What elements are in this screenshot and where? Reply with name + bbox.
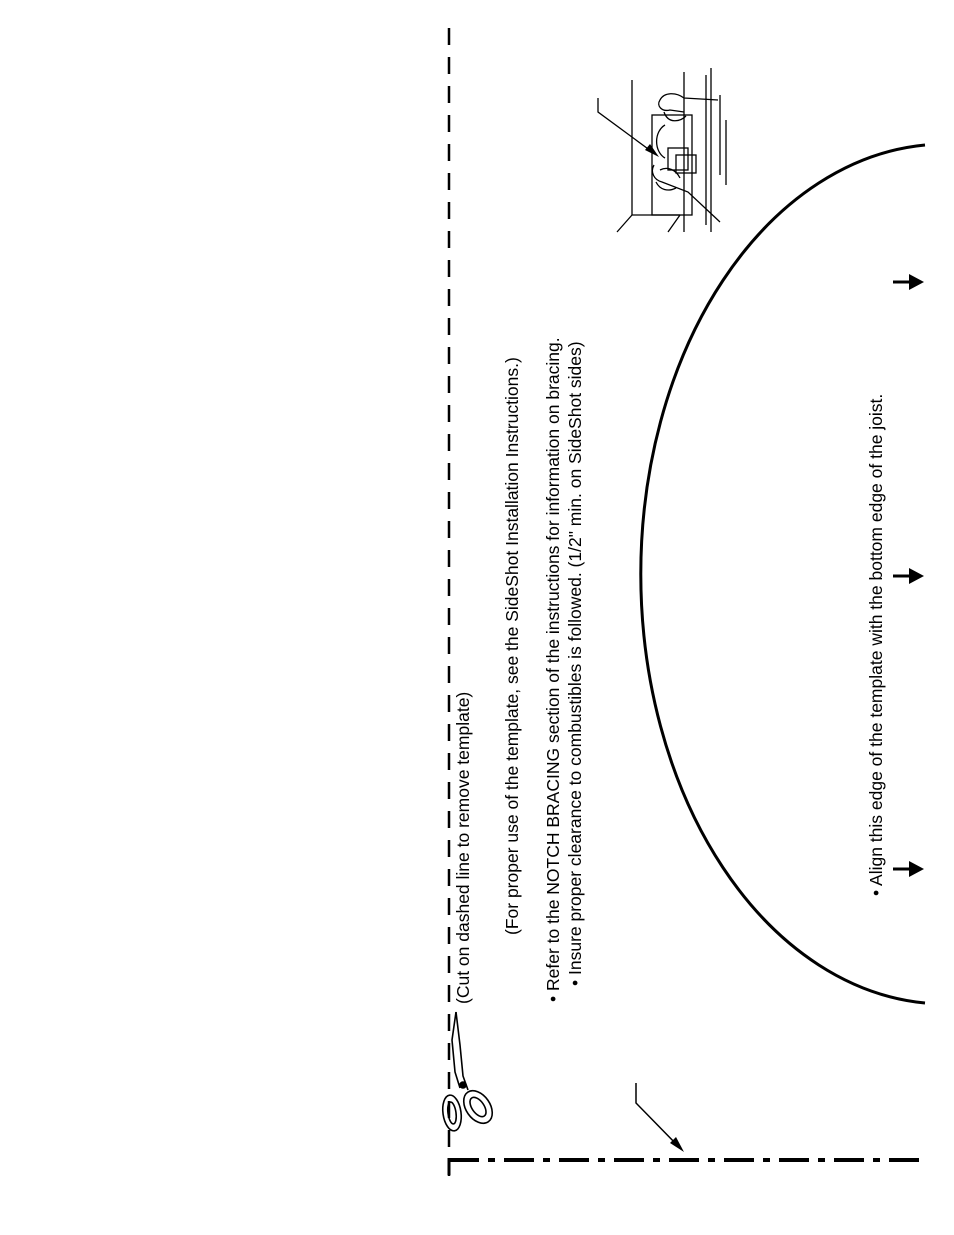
cut-note: (Cut on dashed line to remove template) <box>453 691 473 1004</box>
align-arrow-icon <box>893 274 924 290</box>
installation-illustration <box>598 68 726 232</box>
align-arrow-icon <box>893 568 924 584</box>
leader-arrow-bottom <box>636 1083 684 1152</box>
align-arrow-icon <box>893 861 924 877</box>
clearance-bullet: • Insure proper clearance to combustibles is followed. (1/2" min. on SideShot sides) <box>565 341 585 986</box>
notch-bracing-bullet: • Refer to the NOTCH BRACING section of the instructions for information on bracing. <box>543 337 563 1002</box>
align-note: • Align this edge of the template with the bottom edge of the joist. <box>866 393 886 896</box>
proper-use-note: (For proper use of the template, see the SideShot Installation Instructions.) <box>502 357 522 935</box>
